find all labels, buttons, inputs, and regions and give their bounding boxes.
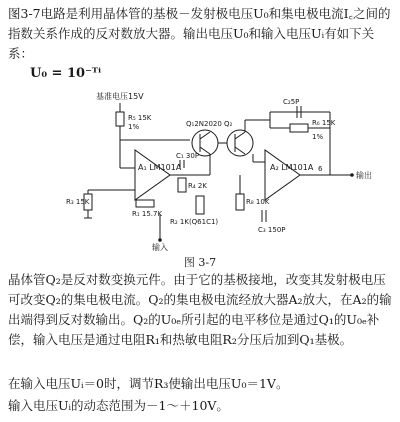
r2-label: R₂ 1K(Q61C1) — [170, 218, 219, 226]
input-label: 输入 — [152, 243, 168, 252]
body-paragraph: 晶体管Q₂是反对数变换元件。由于它的基极接地，改变其发射极电压可改变Q₂的集电极电流。Q₂的集电极电流经放大器A₂放大，在A₂的输出端得到反对数输出。Q₂的U₀ₑ所引起的电平移位是通过Q₁的U₀ₑ补偿，输入电压是通过电阻R₁和热敏电阻R₂分压后加到Q₁基极。 — [8, 272, 392, 347]
a2-label: A₂ LM101A — [270, 163, 314, 172]
r8-label: R₈ 10K — [246, 198, 270, 206]
a1-label: A₁ LM101A — [138, 163, 182, 172]
reference-voltage-label: 基准电压15V — [96, 92, 144, 101]
resistor-r8 — [236, 194, 244, 210]
formula: U₀ = 10⁻ᵁⁱ — [30, 66, 102, 81]
pin6-label: 6 — [318, 165, 323, 173]
r4-label: R₄ 2K — [188, 182, 207, 190]
resistor-r6 — [290, 124, 308, 132]
resistor-r1 — [136, 200, 154, 207]
q1-q2-label: Q₁2N2020 Q₂ — [186, 120, 233, 128]
adjust-line: 在输入电压Uᵢ＝0时，调节R₃使输出电压U₀＝1V。 — [8, 376, 289, 391]
intro-paragraph: 图3-7电路是利用晶体管的基极－发射极电压U₀和集电极电流I꜀之间的指数关系作成的反对数放大器。输出电压U₀和输入电压Uᵢ有如下关系： — [8, 6, 391, 61]
opamp-a2 — [265, 150, 300, 200]
resistor-r4 — [178, 178, 186, 192]
r5-tolerance: 1% — [128, 123, 140, 131]
c2-label: C₂5P — [283, 98, 300, 106]
transistor-q2 — [227, 130, 253, 156]
c1-label: C₁ 30P — [176, 152, 200, 160]
r1-label: R₁ 15.7K — [132, 210, 163, 218]
r6-label: R₆ 15K — [312, 119, 336, 127]
r6-tolerance: 1% — [312, 133, 324, 141]
r3-label: R₃ 15K — [66, 198, 90, 206]
output-label: 输出 — [356, 171, 372, 180]
c3-label: C₃ 150P — [258, 226, 286, 234]
resistor-r5 — [116, 112, 124, 126]
figure-caption: 图 3-7 — [183, 256, 217, 269]
opamp-a1 — [135, 150, 170, 200]
range-line: 输入电压Uᵢ的动态范围为－1～＋10V。 — [8, 398, 229, 413]
r5-label: R₅ 15K — [128, 114, 152, 122]
resistor-r2 — [196, 196, 204, 214]
